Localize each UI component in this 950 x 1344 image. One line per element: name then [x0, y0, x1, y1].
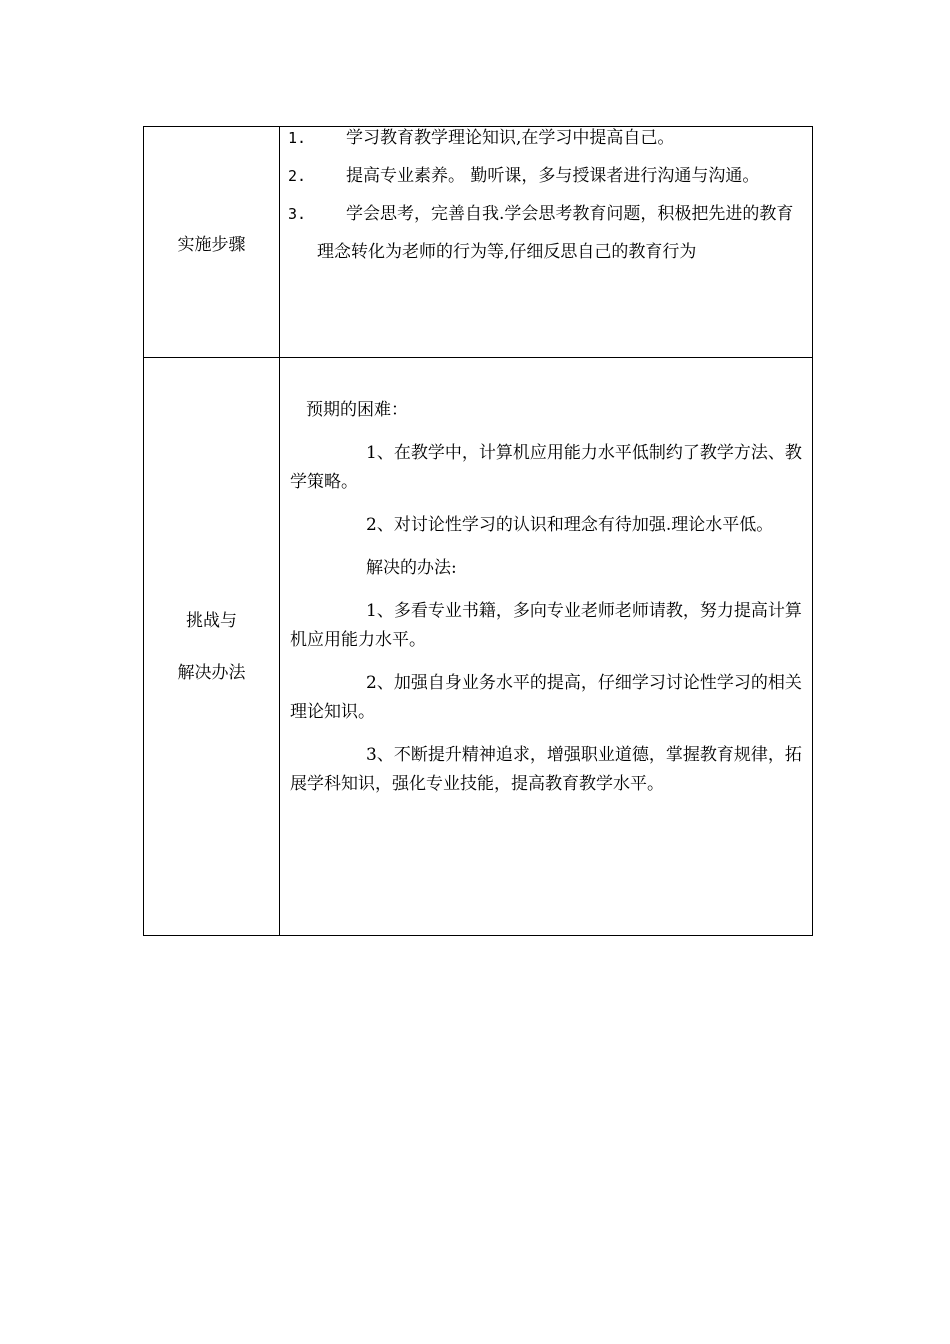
- step-text: 学会思考，完善自我.学会思考教育问题，积极把先进的教育理念转化为老师的行为等,仔细反思自己的教育行为: [317, 204, 794, 262]
- step-text: 提高专业素养。 勤听课，多与授课者进行沟通与沟通。: [346, 166, 760, 186]
- solution-item: 3、不断提升精神追求，增强职业道德，掌握教育规律，拓展学科知识，强化专业技能，提高教育教学水平。: [290, 745, 802, 794]
- step-item: [288, 195, 804, 271]
- challenges-label-line1: 挑战与: [186, 610, 237, 631]
- difficulties-heading: 预期的困难：: [306, 400, 408, 420]
- challenges-content: [280, 358, 813, 936]
- difficulty-item: 1、在教学中，计算机应用能力水平低制约了教学方法、教学策略。: [290, 443, 802, 492]
- step-item: [288, 157, 804, 195]
- step-number: 1.: [288, 129, 307, 147]
- steps-label: [144, 127, 280, 358]
- steps-label-text: 实施步骤: [177, 234, 246, 255]
- steps-row: [144, 127, 813, 358]
- steps-list: [280, 119, 812, 271]
- difficulty-item: 2、对讨论性学习的认识和理念有待加强.理论水平低。: [366, 515, 774, 535]
- solutions-heading: 解决的办法:: [366, 558, 457, 578]
- challenges-label-line2: 解决办法: [177, 662, 246, 683]
- step-item: [288, 119, 804, 157]
- challenges-body: [280, 358, 812, 799]
- challenges-row: [144, 358, 813, 936]
- solution-item: 2、加强自身业务水平的提高，仔细学习讨论性学习的相关理论知识。: [290, 673, 802, 722]
- step-text: 学习教育教学理论知识,在学习中提高自己。: [346, 128, 675, 148]
- step-number: 3.: [288, 205, 307, 223]
- steps-content: [280, 127, 813, 358]
- plan-table: [143, 126, 813, 936]
- step-number: 2.: [288, 167, 307, 185]
- challenges-label: [144, 358, 280, 936]
- solution-item: 1、多看专业书籍，多向专业老师老师请教，努力提高计算机应用能力水平。: [290, 601, 802, 650]
